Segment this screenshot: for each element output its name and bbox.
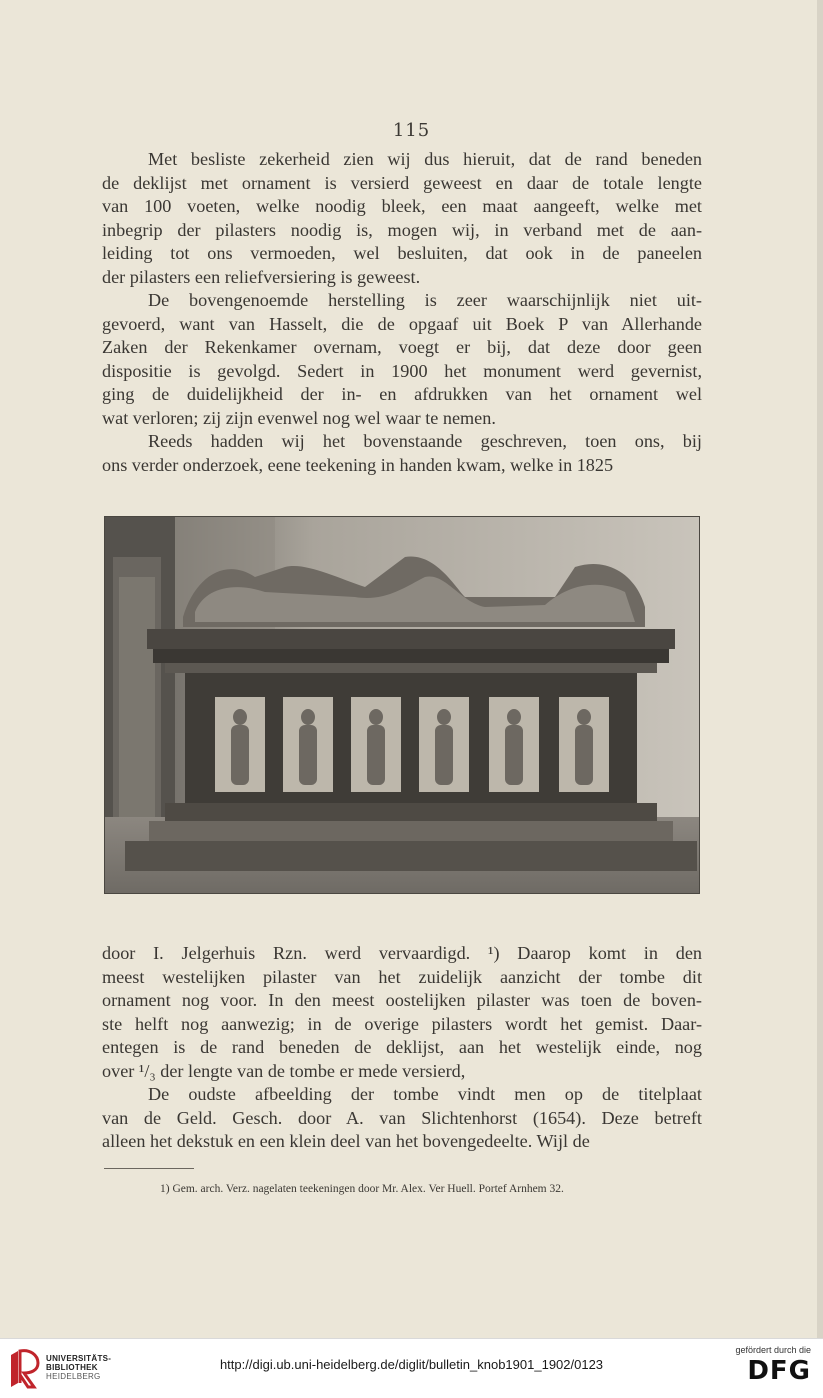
text-line: gevoerd, want van Hasselt, die de opgaaf uit Boek P van Allerhande	[102, 313, 702, 334]
text-line: Zaken der Rekenkamer overnam, voegt er bij, dat deze door geen	[102, 337, 702, 357]
text-line: van 100 voeten, welke noodig bleek, een maat aangeeft, welke met	[102, 196, 702, 216]
paragraph	[102, 289, 702, 430]
text-line: ste helft nog aanwezig; in de overige pilasters wordt het gemist. Daar-	[102, 1013, 702, 1034]
text-line: De oudste afbeelding der tombe vindt men op de titelplaat	[148, 1084, 702, 1104]
permalink-url[interactable]: http://digi.ub.uni-heidelberg.de/diglit/bulletin_knob1901_1902/0123	[219, 1357, 604, 1372]
text-line: alleen het dekstuk en een klein deel van het bovengedeelte. Wijl de	[102, 1131, 590, 1151]
library-name-line-3: HEIDELBERG	[46, 1372, 101, 1381]
text-line: Met besliste zekerheid zien wij dus hieruit, dat de rand beneden	[148, 149, 702, 169]
text-line: ging de duidelijkheid der in- en afdrukken van het ornament wel	[102, 384, 702, 404]
text-line: De bovengenoemde herstelling is zeer waarschijnlijk niet uit-	[148, 290, 702, 310]
funding-label: gefördert durch die	[735, 1345, 811, 1355]
text-line: ons verder onderzoek, eene teekening in handen kwam, welke in 1825	[102, 454, 614, 475]
text-line: over ¹/₃ der lengte van de tombe er mede versierd,	[102, 1060, 466, 1081]
page-number: 115	[392, 120, 431, 141]
tomb-photograph	[104, 516, 700, 894]
page-edge	[817, 0, 823, 1338]
paragraph	[102, 1083, 702, 1154]
text-line: inbegrip der pilasters noodig is, mogen wij, in verband met de aan-	[102, 219, 702, 240]
text-line: der pilasters een reliefversiering is geweest.	[102, 266, 421, 287]
library-name-line-2: BIBLIOTHEK	[46, 1363, 98, 1372]
paragraph	[102, 430, 702, 477]
text-line: de deklijst met ornament is versierd geweest en daar de totale lengte	[102, 172, 702, 193]
paragraph	[102, 942, 702, 1083]
footnote-rule	[104, 1168, 194, 1169]
paragraph	[102, 148, 702, 289]
viewer-footer	[0, 1338, 823, 1398]
body-text-bottom	[102, 942, 702, 1154]
dfg-logo: DFG	[747, 1356, 811, 1386]
body-text-top	[102, 148, 702, 477]
footnote: 1) Gem. arch. Verz. nagelaten teekeningen door Mr. Alex. Ver Huell. Portef Arnhem 32.	[160, 1183, 564, 1195]
text-line: wat verloren; zij zijn evenwel nog wel waar te nemen.	[102, 407, 496, 428]
text-line: entegen is de rand beneden de deklijst, aan het westelijk einde, nog	[102, 1037, 702, 1057]
text-line: van de Geld. Gesch. door A. van Slichtenhorst (1654). Deze betreft	[102, 1107, 702, 1128]
library-name-line-1: UNIVERSITÄTS-	[46, 1354, 112, 1363]
text-line: Reeds hadden wij het bovenstaande geschreven, toen ons, bij	[148, 431, 702, 451]
text-line: meest westelijken pilaster van het zuidelijk aanzicht der tombe dit	[102, 966, 702, 987]
text-line: dispositie is gevolgd. Sedert in 1900 het monument werd gevernist,	[102, 360, 702, 381]
tomb-illustration	[105, 517, 700, 894]
text-line: leiding tot ons vermoeden, wel besluiten, dat ook in de paneelen	[102, 243, 702, 263]
text-line: ornament nog voor. In den meest oostelijken pilaster was toen de boven-	[102, 990, 702, 1010]
text-line: door I. Jelgerhuis Rzn. werd vervaardigd. ¹) Daarop komt in den	[102, 943, 702, 963]
funding-credit	[735, 1345, 811, 1385]
